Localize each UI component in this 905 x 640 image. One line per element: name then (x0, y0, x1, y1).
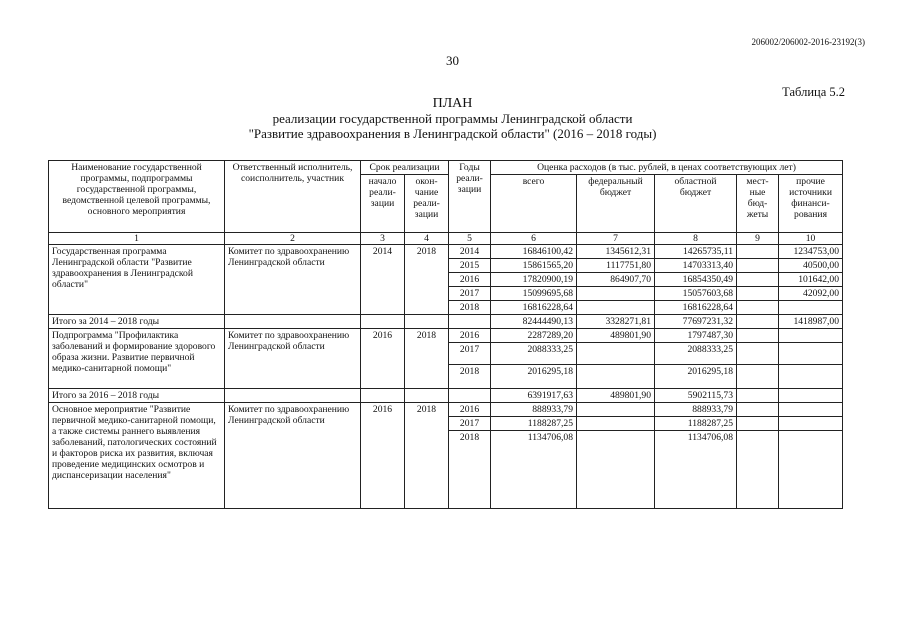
subtotal-label: Итого за 2016 – 2018 годы (49, 389, 225, 403)
col-index: 4 (405, 233, 449, 245)
local-cell (737, 245, 779, 259)
col-index: 2 (225, 233, 361, 245)
empty-cell (225, 389, 361, 403)
table-reference: Таблица 5.2 (782, 85, 845, 99)
term-end: 2018 (405, 403, 449, 509)
local-cell (737, 365, 779, 389)
header-row-1 (49, 161, 843, 175)
total-cell: 2088333,25 (491, 343, 577, 365)
subtotal-row (49, 315, 843, 329)
col-index: 5 (449, 233, 491, 245)
total-cell: 1188287,25 (491, 417, 577, 431)
term-end: 2018 (405, 245, 449, 315)
year-cell: 2016 (449, 329, 491, 343)
other-cell: 1418987,00 (779, 315, 843, 329)
header-executor: Ответственный исполнитель, соисполнитель, участник (225, 161, 361, 233)
local-cell (737, 315, 779, 329)
header-regional: областной бюджет (655, 175, 737, 233)
empty-cell (361, 315, 405, 329)
regional-cell: 16816228,64 (655, 301, 737, 315)
local-cell (737, 329, 779, 343)
other-cell (779, 301, 843, 315)
header-term: Срок реализации (361, 161, 449, 175)
total-cell: 6391917,63 (491, 389, 577, 403)
local-cell (737, 403, 779, 417)
subprogram-name: Подпрограмма "Профилактика заболеваний и формирование здорового образа жизни. Развитие первичной медико-санитарной помощи" (49, 329, 225, 389)
regional-cell: 16854350,49 (655, 273, 737, 287)
local-cell (737, 343, 779, 365)
col-index: 7 (577, 233, 655, 245)
document-title (0, 96, 905, 141)
total-cell: 888933,79 (491, 403, 577, 417)
header-years: Годы реали-зации (449, 161, 491, 233)
activity-executor: Комитет по здравоохранению Ленинградской области (225, 403, 361, 509)
total-cell: 17820900,19 (491, 273, 577, 287)
year-cell: 2016 (449, 403, 491, 417)
other-cell (779, 431, 843, 509)
federal-cell (577, 417, 655, 431)
term-start: 2014 (361, 245, 405, 315)
regional-cell: 15057603,68 (655, 287, 737, 301)
table-row (49, 403, 843, 417)
document-number: 206002/206002-2016-23192(3) (751, 37, 865, 47)
regional-cell: 1188287,25 (655, 417, 737, 431)
regional-cell: 2016295,18 (655, 365, 737, 389)
title-line-3: "Развитие здравоохранения в Ленинградской области" (2016 – 2018 годы) (248, 126, 657, 141)
local-cell (737, 431, 779, 509)
regional-cell: 1134706,08 (655, 431, 737, 509)
header-other: прочие источники финанси-рования (779, 175, 843, 233)
other-cell (779, 343, 843, 365)
other-cell: 40500,00 (779, 259, 843, 273)
col-index: 10 (779, 233, 843, 245)
year-cell: 2015 (449, 259, 491, 273)
federal-cell: 1345612,31 (577, 245, 655, 259)
total-cell: 1134706,08 (491, 431, 577, 509)
header-federal: федеральный бюджет (577, 175, 655, 233)
regional-cell: 1797487,30 (655, 329, 737, 343)
local-cell (737, 389, 779, 403)
regional-cell: 2088333,25 (655, 343, 737, 365)
term-end: 2018 (405, 329, 449, 389)
other-cell: 101642,00 (779, 273, 843, 287)
total-cell: 82444490,13 (491, 315, 577, 329)
total-cell: 15099695,68 (491, 287, 577, 301)
federal-cell: 1117751,80 (577, 259, 655, 273)
year-cell: 2018 (449, 431, 491, 509)
federal-cell (577, 287, 655, 301)
federal-cell: 3328271,81 (577, 315, 655, 329)
year-cell: 2017 (449, 343, 491, 365)
federal-cell (577, 431, 655, 509)
total-cell: 2016295,18 (491, 365, 577, 389)
year-cell: 2014 (449, 245, 491, 259)
column-index-row (49, 233, 843, 245)
local-cell (737, 273, 779, 287)
header-total: всего (491, 175, 577, 233)
year-cell: 2018 (449, 301, 491, 315)
regional-cell: 5902115,73 (655, 389, 737, 403)
col-index: 1 (49, 233, 225, 245)
empty-cell (449, 315, 491, 329)
federal-cell (577, 343, 655, 365)
col-index: 3 (361, 233, 405, 245)
header-term-end: окон-чание реали-зации (405, 175, 449, 233)
header-cost: Оценка расходов (в тыс. рублей, в ценах соответствующих лет) (491, 161, 843, 175)
title-line-2: реализации государственной программы Ленинградской области (272, 111, 633, 126)
col-index: 9 (737, 233, 779, 245)
empty-cell (405, 315, 449, 329)
term-start: 2016 (361, 329, 405, 389)
local-cell (737, 417, 779, 431)
local-cell (737, 301, 779, 315)
total-cell: 15861565,20 (491, 259, 577, 273)
regional-cell: 77697231,32 (655, 315, 737, 329)
table-row (49, 245, 843, 259)
total-cell: 2287289,20 (491, 329, 577, 343)
program-executor: Комитет по здравоохранению Ленинградской области (225, 245, 361, 315)
subprogram-executor: Комитет по здравоохранению Ленинградской области (225, 329, 361, 389)
title-plan: ПЛАН (432, 96, 473, 111)
total-cell: 16846100,42 (491, 245, 577, 259)
year-cell: 2016 (449, 273, 491, 287)
federal-cell (577, 365, 655, 389)
local-cell (737, 287, 779, 301)
year-cell: 2018 (449, 365, 491, 389)
other-cell (779, 417, 843, 431)
subtotal-label: Итого за 2014 – 2018 годы (49, 315, 225, 329)
federal-cell: 864907,70 (577, 273, 655, 287)
col-index: 8 (655, 233, 737, 245)
subtotal-row (49, 389, 843, 403)
other-cell (779, 403, 843, 417)
other-cell (779, 389, 843, 403)
plan-table (48, 160, 843, 509)
empty-cell (361, 389, 405, 403)
empty-cell (449, 389, 491, 403)
header-local: мест-ные бюд-жеты (737, 175, 779, 233)
term-start: 2016 (361, 403, 405, 509)
activity-name: Основное мероприятие "Развитие первичной медико-санитарной помощи, а также системы раннего выявления заболеваний, патологических состояний и факторов риска их развития, включая проведение медицинских осмотров и диспансеризации населения" (49, 403, 225, 509)
other-cell: 1234753,00 (779, 245, 843, 259)
regional-cell: 14703313,40 (655, 259, 737, 273)
empty-cell (405, 389, 449, 403)
header-term-start: начало реали-зации (361, 175, 405, 233)
federal-cell (577, 403, 655, 417)
regional-cell: 888933,79 (655, 403, 737, 417)
federal-cell: 489801,90 (577, 389, 655, 403)
header-name: Наименование государственной программы, подпрограммы государственной программы, ведомственной целевой программы, основного мероприятия (49, 161, 225, 233)
federal-cell: 489801,90 (577, 329, 655, 343)
year-cell: 2017 (449, 417, 491, 431)
regional-cell: 14265735,11 (655, 245, 737, 259)
other-cell: 42092,00 (779, 287, 843, 301)
year-cell: 2017 (449, 287, 491, 301)
total-cell: 16816228,64 (491, 301, 577, 315)
federal-cell (577, 301, 655, 315)
other-cell (779, 329, 843, 343)
table-row (49, 329, 843, 343)
page-number: 30 (446, 53, 459, 68)
empty-cell (225, 315, 361, 329)
program-name: Государственная программа Ленинградской области "Развитие здравоохранения в Ленинградской области" (49, 245, 225, 315)
other-cell (779, 365, 843, 389)
col-index: 6 (491, 233, 577, 245)
local-cell (737, 259, 779, 273)
